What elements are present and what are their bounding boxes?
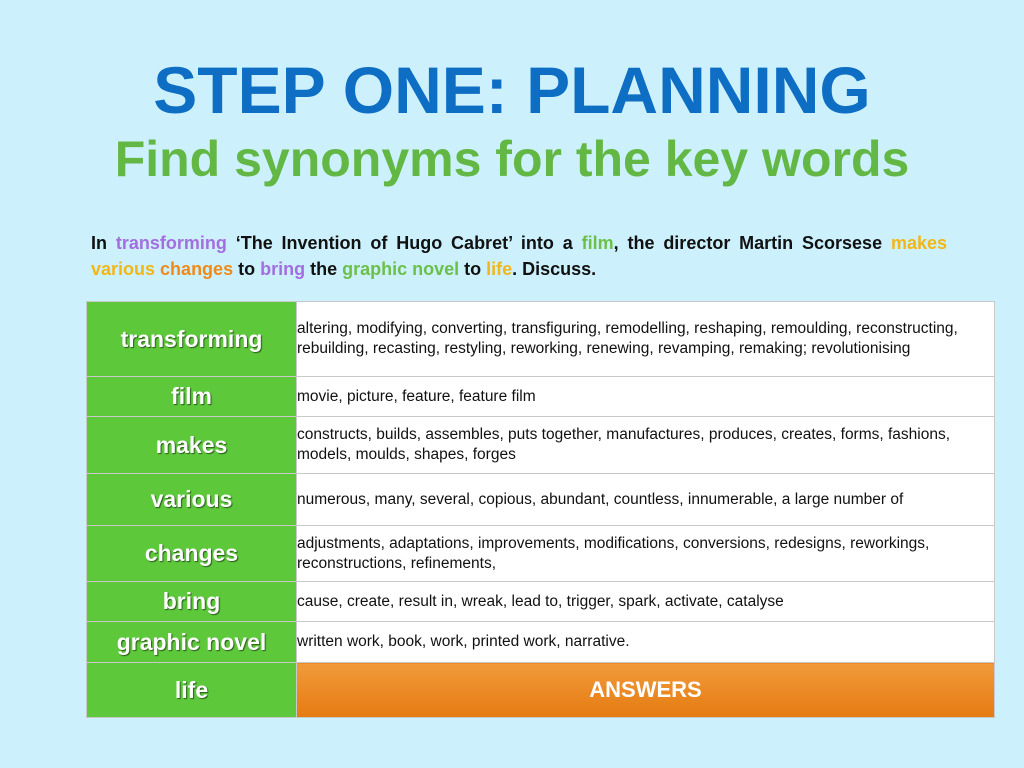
keyword-cell: various — [87, 474, 297, 526]
synonyms-table — [86, 301, 995, 718]
keyword-cell: film — [87, 377, 297, 417]
table-row — [87, 417, 995, 474]
table-row — [87, 474, 995, 526]
synonyms-cell: altering, modifying, converting, transfiguring, remodelling, reshaping, remoulding, reconstructing, rebuilding, recasting, restyling, reworking, renewing, revamping, remaking; revolutionising — [297, 302, 995, 377]
keyword-cell: graphic novel — [87, 622, 297, 663]
keyword-cell: changes — [87, 526, 297, 582]
answers-button[interactable]: ANSWERS — [297, 663, 995, 718]
table-row — [87, 302, 995, 377]
prompt-segment: ‘The Invention of Hugo Cabret’ into a — [226, 233, 582, 253]
prompt-segment: . Discuss. — [512, 259, 597, 279]
prompt-segment: to — [233, 259, 261, 279]
prompt-keyword-bring: bring — [260, 259, 306, 279]
synonyms-cell: numerous, many, several, copious, abundant, countless, innumerable, a large number of — [297, 474, 995, 526]
prompt-keyword-transforming: transforming — [115, 233, 227, 253]
prompt-keyword-film: film — [581, 233, 614, 253]
keyword-cell: bring — [87, 582, 297, 622]
synonyms-cell: constructs, builds, assembles, puts together, manufactures, produces, creates, forms, fashions, models, moulds, shapes, forges — [297, 417, 995, 474]
prompt-segment: to — [459, 259, 487, 279]
prompt-keyword-life: life — [486, 259, 513, 279]
prompt-keyword-makes: makes — [890, 233, 947, 253]
table-row — [87, 582, 995, 622]
table-row — [87, 663, 995, 718]
synonyms-cell: movie, picture, feature, feature film — [297, 377, 995, 417]
keyword-cell: life — [87, 663, 297, 718]
keyword-cell: transforming — [87, 302, 297, 377]
synonyms-cell: cause, create, result in, wreak, lead to, trigger, spark, activate, catalyse — [297, 582, 995, 622]
essay-prompt — [91, 230, 947, 282]
prompt-keyword-changes: changes — [160, 259, 234, 279]
prompt-segment: the — [305, 259, 343, 279]
table-row — [87, 622, 995, 663]
prompt-segment: In — [91, 233, 116, 253]
keyword-cell: makes — [87, 417, 297, 474]
synonyms-cell: written work, book, work, printed work, narrative. — [297, 622, 995, 663]
prompt-keyword-graphic-novel: graphic novel — [342, 259, 460, 279]
prompt-segment: , the director Martin Scorsese — [613, 233, 891, 253]
page-subtitle: Find synonyms for the key words — [114, 131, 910, 187]
synonyms-cell: adjustments, adaptations, improvements, modifications, conversions, redesigns, reworkings, reconstructions, refinements, — [297, 526, 995, 582]
table-row — [87, 377, 995, 417]
table-row — [87, 526, 995, 582]
page-title: STEP ONE: PLANNING — [153, 53, 871, 127]
prompt-keyword-various: various — [91, 259, 156, 279]
